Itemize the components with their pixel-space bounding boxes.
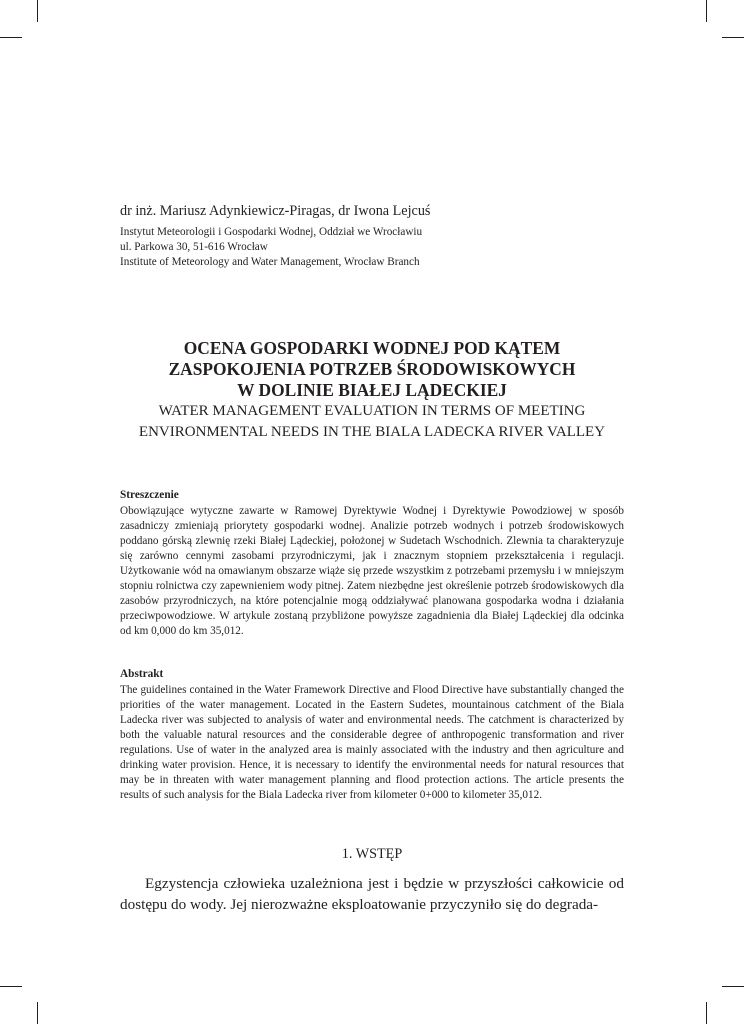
title-english-line-2: ENVIRONMENTAL NEEDS IN THE BIALA LADECKA RIVER VALLEY — [138, 424, 606, 440]
authors: dr inż. Mariusz Adynkiewicz-Piragas, dr Iwona Lejcuś — [120, 203, 431, 219]
abstrakt-heading: Abstrakt — [120, 668, 164, 680]
crop-mark-top-right — [706, 0, 707, 22]
abstrakt-text: The guidelines contained in the Water Framework Directive and Flood Directive have substantially changed the priorities of the water management. Located in the Eastern Sudetes, mountainous catchment of the Biala Ladecka river was subjected to analysis of water and environmental needs. The catchment is characterized by both the valuable natural resources and the considerable degree of anthropogenic transformation and river regulations. Use of water in the analyzed area is mainly associated with the industry and then agriculture and drinking water provision. Hence, it is necessary to identify the environmental needs for natural resources that may be in threaten with water management planning and flood protection actions. The article presents the results of such analysis for the Biala Ladecka river from kilometer 0+000 to kilometer 35,012. — [120, 684, 624, 801]
crop-mark-top-left-horizontal — [0, 37, 22, 38]
crop-mark-bottom-left — [37, 1002, 38, 1024]
crop-mark-top-left — [37, 0, 38, 22]
streszczenie-text: Obowiązujące wytyczne zawarte w Ramowej Dyrektywie Wodnej i Dyrektywie Powodziowej w sposób zasadniczy zmieniają priorytety gospodarki wodnej. Analizie potrzeb wodnych i potrzeb środowiskowych poddano górską zlewnię rzeki Białej Lądeckiej, położonej w Sudetach Wschodnich. Zlewnia ta charakteryzuje się zarówno cennymi zasobami przyrodniczymi, jak i znacznym stopniem przekształcenia i regulacji. Użytkowanie wód na omawianym obszarze wiąże się przede wszystkim z potrzebami przemysłu i w mniejszym stopniu rolnictwa czy zapewnieniem wody pitnej. Zatem niezbędne jest określenie potrzeb środowiskowych dla zasobów przyrodniczych, na które potencjalnie mogą oddziaływać planowana gospodarka wodna i działania przeciwpowodziowe. W artykule zostaną przybliżone powyższe zagadnienia dla Białej Lądeckiej dla odcinka od km 0,000 do km 35,012. — [120, 505, 624, 637]
title-english-line-1: WATER MANAGEMENT EVALUATION IN TERMS OF MEETING — [158, 403, 586, 419]
crop-mark-bottom-right-horizontal — [722, 986, 744, 987]
crop-mark-bottom-left-horizontal — [0, 986, 22, 987]
affiliation-line-2: ul. Parkowa 30, 51-616 Wrocław — [120, 241, 268, 253]
crop-mark-bottom-right — [706, 1002, 707, 1024]
title-polish-line-3: W DOLINIE BIAŁEJ LĄDECKIEJ — [237, 380, 507, 400]
affiliation-line-3: Institute of Meteorology and Water Management, Wrocław Branch — [120, 256, 420, 268]
title-polish-line-2: ZASPOKOJENIA POTRZEB ŚRODOWISKOWYCH — [168, 359, 576, 379]
introduction-paragraph: Egzystencja człowieka uzależniona jest i będzie w przyszłości całkowicie od dostępu do wody. Jej nierozważne eksploatowanie przyczyniło się do degrada- — [120, 875, 624, 913]
section-heading-introduction: 1. WSTĘP — [341, 846, 403, 862]
affiliation-line-1: Instytut Meteorologii i Gospodarki Wodnej, Oddział we Wrocławiu — [120, 226, 423, 238]
crop-mark-top-right-horizontal — [722, 37, 744, 38]
streszczenie-heading: Streszczenie — [120, 489, 179, 501]
title-block — [100, 338, 644, 443]
title-polish-line-1: OCENA GOSPODARKI WODNEJ POD KĄTEM — [183, 338, 561, 358]
